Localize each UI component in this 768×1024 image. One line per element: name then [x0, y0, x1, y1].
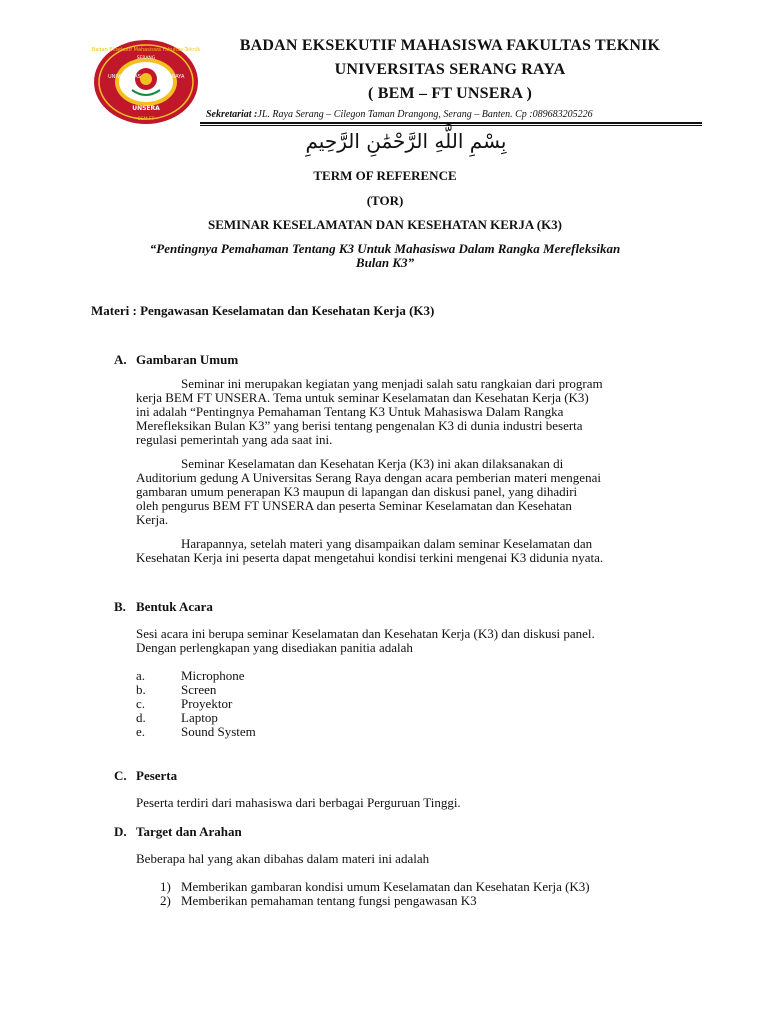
section-a-p2-line3: gambaran umum penerapan K3 maupun di lapangan dan diskusi panel, yang dihadiri — [136, 484, 578, 499]
doc-subtitle: (TOR) — [366, 193, 404, 208]
bismillah-calligraphy: بِسْمِ اللَّهِ الرَّحْمَٰنِ الرَّحِيمِ — [305, 129, 507, 153]
section-a-p1-line5: regulasi pemerintah yang ada saat ini. — [136, 432, 333, 447]
section-a-p2-line1: Seminar Keselamatan dan Kesehatan Kerja (K3) ini akan dilaksanakan di — [181, 456, 564, 471]
section-a-p1-line3: ini adalah “Pentingnya Pemahaman Tentang K3 Untuk Mahasiswa Dalam Rangka — [136, 404, 564, 419]
section-a-p3-line1: Harapannya, setelah materi yang disampaikan dalam seminar Keselamatan dan — [181, 536, 593, 551]
section-a-marker: A. — [114, 352, 127, 367]
section-a-p3-line2: Kesehatan Kerja ini peserta dapat mengetahui kondisi terkini mengenai K3 didunia nyata. — [136, 550, 604, 565]
equipment-list — [136, 669, 256, 739]
section-a-p2-line2: Auditorium gedung A Universitas Serang Raya dengan acara pemberian materi mengenai — [136, 470, 601, 485]
list-item: b. Screen — [136, 682, 217, 697]
list-item: 1) Memberikan gambaran kondisi umum Keselamatan dan Kesehatan Kerja (K3) — [160, 879, 590, 894]
section-a-title: Gambaran Umum — [136, 352, 239, 367]
list-item: a. Microphone — [136, 668, 245, 683]
section-b-p1-line2: Dengan perlengkapan yang disediakan panitia adalah — [136, 640, 413, 655]
list-item: d. Laptop — [136, 710, 218, 725]
target-list — [160, 880, 590, 908]
logo-ring-mid-text: SERANG — [136, 56, 156, 61]
logo-ring-top-text: Badan Eksekutif Mahasiswa Fakultas Teknik — [92, 47, 200, 53]
logo-ring-right-text: RAYA — [172, 74, 185, 80]
seminar-title: SEMINAR KESELAMATAN DAN KESEHATAN KERJA (K3) — [207, 217, 563, 232]
section-b-p1-line1: Sesi acara ini berupa seminar Keselamatan dan Kesehatan Kerja (K3) dan diskusi panel. — [136, 626, 595, 641]
section-d-marker: D. — [114, 824, 127, 839]
org-abbreviation: ( BEM – FT UNSERA ) — [368, 85, 532, 102]
section-a-p1-line4: Merefleksikan Bulan K3” yang berisi tentang pengenalan K3 di dunia industri beserta — [136, 418, 583, 433]
secretariat-address: Sekretariat :JL. Raya Serang – Cilegon Taman Drangong, Serang – Banten. Cp :089683205226 — [206, 109, 593, 120]
section-b-title: Bentuk Acara — [136, 599, 213, 614]
logo-bottom-text: BEM FT — [137, 117, 155, 122]
university-name: UNIVERSITAS SERANG RAYA — [334, 61, 566, 78]
list-item: e. Sound System — [136, 724, 256, 739]
list-item: 2) Memberikan pemahaman tentang fungsi pengawasan K3 — [160, 893, 477, 908]
section-a-p1-line2: kerja BEM FT UNSERA. Tema untuk seminar Keselamatan dan Kesehatan Kerja (K3) — [136, 390, 589, 405]
section-a-p2-line5: Kerja. — [136, 512, 169, 527]
letterhead-divider-thin — [200, 125, 702, 126]
seminar-theme-line1: “Pentingnya Pemahaman Tentang K3 Untuk Mahasiswa Dalam Rangka Merefleksikan — [149, 241, 621, 256]
materi-heading: Materi : Pengawasan Keselamatan dan Kesehatan Kerja (K3) — [91, 303, 435, 318]
logo-center-text: UNSERA — [132, 105, 160, 112]
section-c-title: Peserta — [136, 768, 178, 783]
list-item: c. Proyektor — [136, 696, 233, 711]
seminar-theme-line2: Bulan K3” — [355, 255, 415, 270]
section-a-p2-line4: oleh pengurus BEM FT UNSERA dan peserta Seminar Keselamatan dan Kesehatan — [136, 498, 572, 513]
section-d-p1: Beberapa hal yang akan dibahas dalam materi ini adalah — [136, 851, 430, 866]
org-name: BADAN EKSEKUTIF MAHASISWA FAKULTAS TEKNIK — [239, 37, 661, 54]
logo-ring-left-text: UNIVERSITAS — [108, 74, 141, 80]
section-b-marker: B. — [114, 599, 126, 614]
section-a-p1-line1: Seminar ini merupakan kegiatan yang menjadi salah satu rangkaian dari program — [181, 376, 603, 391]
doc-title: TERM OF REFERENCE — [313, 168, 457, 183]
section-c-p1: Peserta terdiri dari mahasiswa dari berbagai Perguruan Tinggi. — [136, 795, 461, 810]
section-c-marker: C. — [114, 768, 127, 783]
letterhead-divider — [200, 122, 702, 124]
section-d-title: Target dan Arahan — [136, 824, 242, 839]
